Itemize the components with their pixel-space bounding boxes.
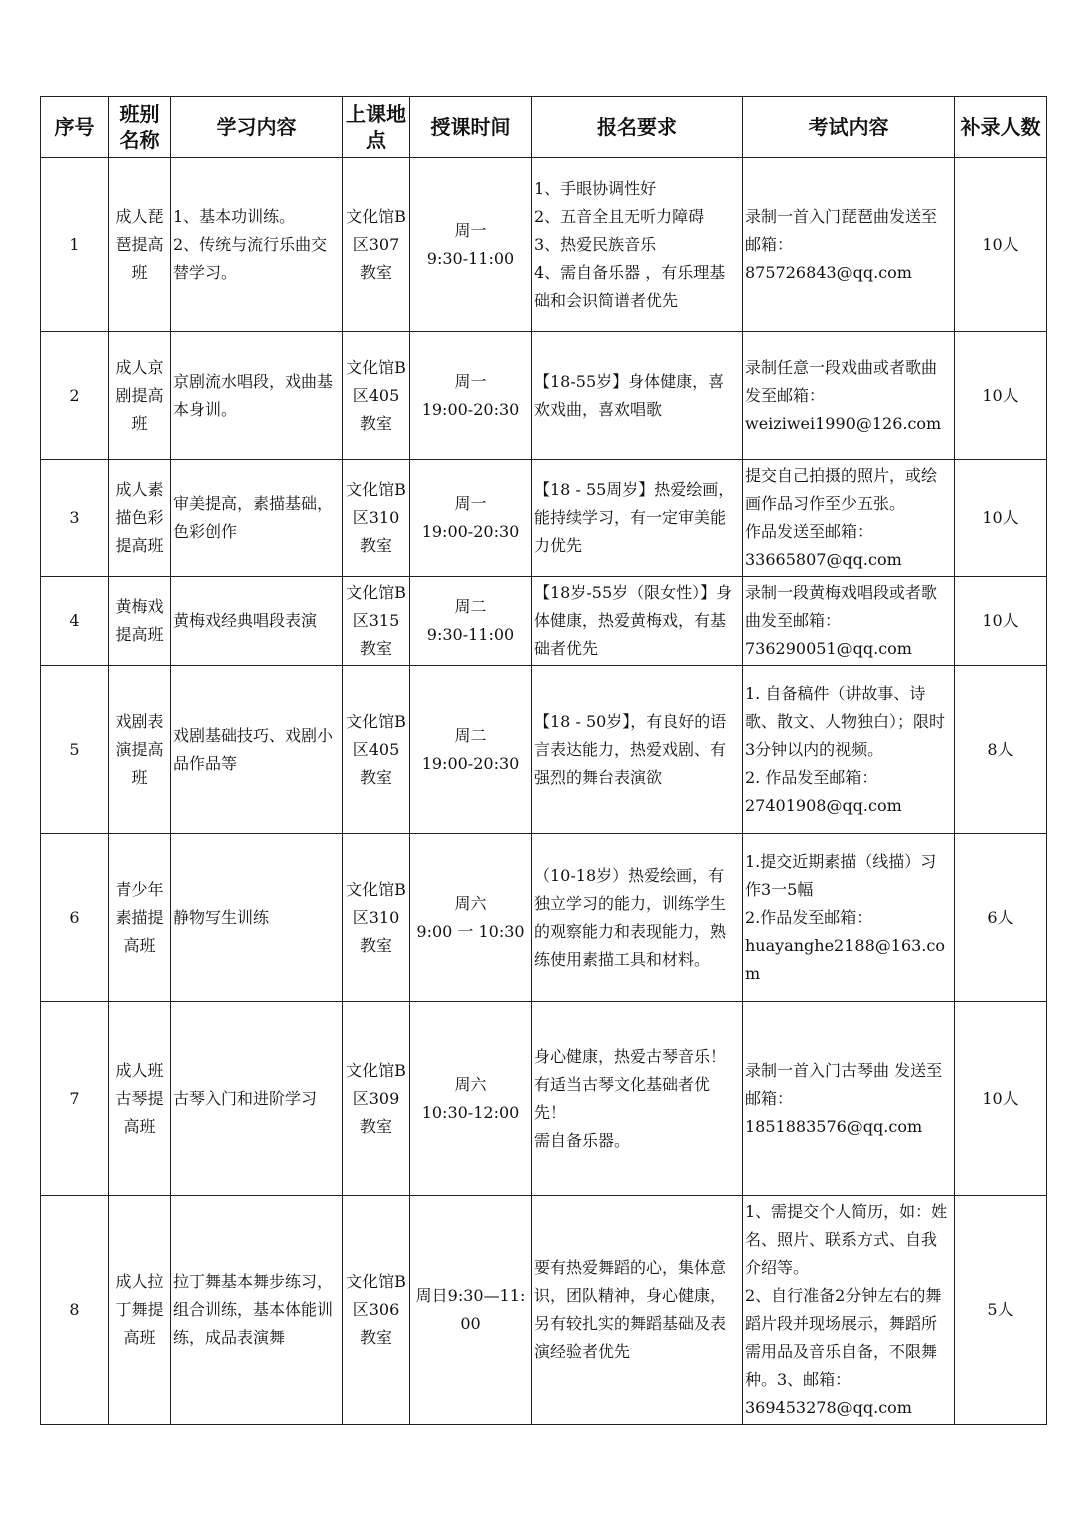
cell-no: 5 xyxy=(41,666,109,834)
table-row xyxy=(41,666,1047,834)
cell-exam xyxy=(743,577,955,666)
cell-time-line: 周二 xyxy=(454,725,487,745)
cell-content xyxy=(171,666,343,834)
cell-requirements xyxy=(532,834,743,1002)
cell-class-name: 成人京剧提高班 xyxy=(109,332,171,460)
cell-time-line: 周二 xyxy=(454,597,487,616)
cell-requirements-line: 3、热爱民族音乐 xyxy=(534,234,657,254)
cell-exam xyxy=(743,460,955,577)
cell-class-name: 戏剧表演提高班 xyxy=(109,666,171,834)
cell-content xyxy=(171,1196,343,1425)
cell-content-line: 静物写生训练 xyxy=(173,907,270,927)
cell-time-line: 19:00-20:30 xyxy=(421,753,520,773)
cell-exam-line: 1. 自备稿件（讲故事、诗歌、散文、人物独白）；限时3分钟以内的视频。 xyxy=(745,683,946,759)
cell-time xyxy=(410,1196,532,1425)
cell-exam-line: 2、自行准备2分钟左右的舞蹈片段并现场展示，舞蹈所需用品及音乐自备，不限舞种。3、邮箱： xyxy=(745,1286,942,1389)
cell-content-line: 黄梅戏经典唱段表演 xyxy=(173,611,318,630)
header-time: 授课时间 xyxy=(410,97,532,158)
cell-content-line: 1、基本功训练。 xyxy=(173,206,296,226)
cell-exam-line: 作品发送至邮箱： xyxy=(745,522,874,541)
class-schedule-table xyxy=(40,96,1047,1425)
cell-content xyxy=(171,834,343,1002)
cell-exam-line: 369453278@qq.com xyxy=(745,1398,912,1417)
header-requirements: 报名要求 xyxy=(532,97,743,158)
cell-location: 文化馆B区309教室 xyxy=(343,1002,410,1196)
cell-time-line: 周六 xyxy=(454,1074,487,1094)
cell-no: 2 xyxy=(41,332,109,460)
cell-exam xyxy=(743,834,955,1002)
cell-requirements-line: 【18 - 50岁】，有良好的语言表达能力，热爱戏剧、有强烈的舞台表演欲 xyxy=(534,711,727,787)
header-class-name: 班别名称 xyxy=(109,97,171,158)
cell-exam-line: 2.作品发至邮箱： xyxy=(745,907,873,927)
cell-class-name: 青少年素描提高班 xyxy=(109,834,171,1002)
cell-time-line: 10:30-12:00 xyxy=(421,1102,520,1122)
cell-content xyxy=(171,332,343,460)
table-row xyxy=(41,834,1047,1002)
cell-no: 3 xyxy=(41,460,109,577)
cell-requirements-line: 【18-55岁】身体健康，喜欢戏曲，喜欢唱歌 xyxy=(534,371,725,419)
cell-exam-line: 录制一首入门琵琶曲发送至邮箱： xyxy=(745,206,938,254)
cell-requirements-line: 需自备乐器。 xyxy=(534,1130,631,1150)
cell-class-name: 成人素描色彩提高班 xyxy=(109,460,171,577)
cell-exam-line: huayanghe2188@163.com xyxy=(745,935,945,983)
cell-exam-line: 1851883576@qq.com xyxy=(745,1116,923,1136)
cell-time-line: 周六 xyxy=(454,893,487,913)
cell-exam-line: 736290051@qq.com xyxy=(745,639,912,658)
cell-location: 文化馆B区306教室 xyxy=(343,1196,410,1425)
cell-time-line: 周一 xyxy=(454,494,487,513)
cell-content-line: 戏剧基础技巧、戏剧小品作品等 xyxy=(173,725,334,773)
cell-exam xyxy=(743,332,955,460)
cell-quota: 10人 xyxy=(955,577,1047,666)
cell-time xyxy=(410,666,532,834)
header-quota: 补录人数 xyxy=(955,97,1047,158)
cell-requirements-line: 要有热爱舞蹈的心，集体意识，团队精神，身心健康，另有较扎实的舞蹈基础及表演经验者优先 xyxy=(534,1258,727,1361)
table-row xyxy=(41,460,1047,577)
cell-time-line: 19:00-20:30 xyxy=(421,522,520,541)
cell-requirements-line: 4、需自备乐器 ，有乐理基础和会识简谱者优先 xyxy=(534,262,726,310)
cell-location: 文化馆B区315教室 xyxy=(343,577,410,666)
cell-requirements xyxy=(532,332,743,460)
cell-location: 文化馆B区310教室 xyxy=(343,460,410,577)
cell-requirements-line: 2、五音全且无听力障碍 xyxy=(534,206,705,226)
cell-requirements-line: 身心健康，热爱古琴音乐！有适当古琴文化基础者优先！ xyxy=(534,1046,727,1122)
cell-time-line: 9:30-11:00 xyxy=(426,625,515,644)
cell-content-line: 2、传统与流行乐曲交替学习。 xyxy=(173,234,328,282)
cell-time xyxy=(410,834,532,1002)
cell-content-line: 审美提高，素描基础，色彩创作 xyxy=(173,494,334,541)
cell-content xyxy=(171,158,343,332)
table-body xyxy=(41,158,1047,1425)
cell-class-name: 成人琵琶提高班 xyxy=(109,158,171,332)
cell-requirements-line: 【18岁-55岁（限女性）】身体健康，热爱黄梅戏，有基础者优先 xyxy=(534,583,733,658)
cell-time xyxy=(410,332,532,460)
cell-quota: 10人 xyxy=(955,460,1047,577)
cell-quota: 10人 xyxy=(955,332,1047,460)
header-location: 上课地点 xyxy=(343,97,410,158)
cell-content xyxy=(171,577,343,666)
cell-content xyxy=(171,1002,343,1196)
cell-location: 文化馆B区310教室 xyxy=(343,834,410,1002)
cell-time-line: 9:30-11:00 xyxy=(426,248,515,268)
cell-exam xyxy=(743,666,955,834)
cell-exam-line: 875726843@qq.com xyxy=(745,262,912,282)
cell-content-line: 京剧流水唱段，戏曲基本身训。 xyxy=(173,371,334,419)
cell-time-line: 周日9:30—11:00 xyxy=(415,1286,526,1333)
cell-quota: 10人 xyxy=(955,158,1047,332)
cell-exam-line: 录制一段黄梅戏唱段或者歌曲发至邮箱： xyxy=(745,583,938,630)
cell-time xyxy=(410,1002,532,1196)
cell-time xyxy=(410,158,532,332)
cell-exam-line: 录制任意一段戏曲或者歌曲发至邮箱： xyxy=(745,357,938,405)
cell-exam-line: 1、需提交个人简历，如：姓名、照片、联系方式、自我介绍等。 xyxy=(745,1202,948,1277)
cell-exam-line: weiziwei1990@126.com xyxy=(745,413,942,433)
table-row xyxy=(41,1002,1047,1196)
cell-requirements xyxy=(532,1002,743,1196)
cell-exam xyxy=(743,158,955,332)
cell-exam-line: 提交自己拍摄的照片，或绘画作品习作至少五张。 xyxy=(745,466,938,513)
cell-location: 文化馆B区405教室 xyxy=(343,332,410,460)
cell-quota: 8人 xyxy=(955,666,1047,834)
cell-no: 6 xyxy=(41,834,109,1002)
cell-requirements xyxy=(532,577,743,666)
cell-quota: 10人 xyxy=(955,1002,1047,1196)
table-row xyxy=(41,332,1047,460)
cell-no: 8 xyxy=(41,1196,109,1425)
header-content: 学习内容 xyxy=(171,97,343,158)
cell-requirements-line: （10-18岁）热爱绘画，有独立学习的能力，训练学生的观察能力和表现能力，熟练使用素描工具和材料。 xyxy=(534,865,727,969)
cell-exam-line: 2. 作品发至邮箱： xyxy=(745,767,878,787)
cell-quota: 5人 xyxy=(955,1196,1047,1425)
cell-class-name: 成人拉丁舞提高班 xyxy=(109,1196,171,1425)
cell-class-name: 成人班古琴提高班 xyxy=(109,1002,171,1196)
cell-time xyxy=(410,577,532,666)
cell-requirements-line: 【18 - 55周岁】热爱绘画，能持续学习，有一定审美能力优先 xyxy=(534,480,735,555)
cell-exam-line: 33665807@qq.com xyxy=(745,550,902,569)
cell-no: 1 xyxy=(41,158,109,332)
cell-requirements xyxy=(532,460,743,577)
cell-requirements-line: 1、手眼协调性好 xyxy=(534,178,657,198)
table-row xyxy=(41,1196,1047,1425)
header-no: 序号 xyxy=(41,97,109,158)
cell-exam-line: 27401908@qq.com xyxy=(745,795,902,815)
table-row xyxy=(41,158,1047,332)
cell-content-line: 拉丁舞基本舞步练习，组合训练，基本体能训练，成品表演舞 xyxy=(173,1272,334,1347)
cell-requirements xyxy=(532,158,743,332)
table-row xyxy=(41,577,1047,666)
cell-exam xyxy=(743,1196,955,1425)
cell-exam-line: 录制一首入门古琴曲 发送至邮箱： xyxy=(745,1060,943,1108)
header-row xyxy=(41,97,1047,158)
cell-time-line: 9:00 一 10:30 xyxy=(416,921,525,941)
header-exam: 考试内容 xyxy=(743,97,955,158)
cell-location: 文化馆B区405教室 xyxy=(343,666,410,834)
cell-no: 4 xyxy=(41,577,109,666)
cell-requirements xyxy=(532,1196,743,1425)
cell-time xyxy=(410,460,532,577)
cell-exam xyxy=(743,1002,955,1196)
cell-location: 文化馆B区307教室 xyxy=(343,158,410,332)
cell-class-name: 黄梅戏提高班 xyxy=(109,577,171,666)
cell-requirements xyxy=(532,666,743,834)
cell-content-line: 古琴入门和进阶学习 xyxy=(173,1088,318,1108)
cell-no: 7 xyxy=(41,1002,109,1196)
cell-time-line: 19:00-20:30 xyxy=(421,399,520,419)
cell-time-line: 周一 xyxy=(454,220,487,240)
cell-time-line: 周一 xyxy=(454,371,487,391)
cell-content xyxy=(171,460,343,577)
cell-quota: 6人 xyxy=(955,834,1047,1002)
cell-exam-line: 1.提交近期素描（线描）习作3一5幅 xyxy=(745,851,937,899)
